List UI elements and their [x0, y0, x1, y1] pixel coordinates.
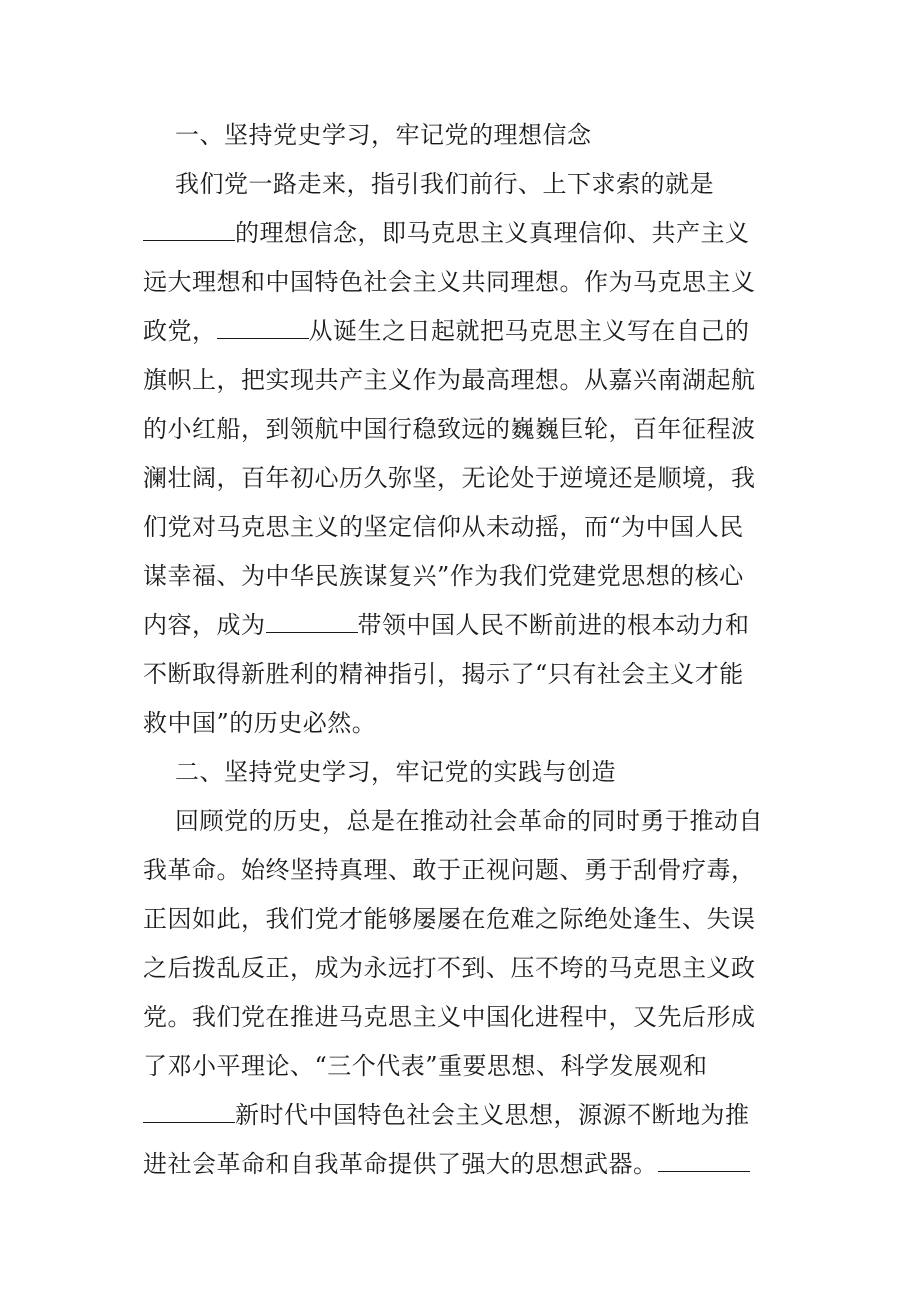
paragraph-line: [143, 1089, 783, 1141]
fill-blank: [266, 604, 358, 633]
fill-blank: [658, 1143, 750, 1172]
paragraph-line: 我革命。始终坚持真理、敢于正视问题、勇于刮骨疗毒，: [143, 856, 756, 884]
paragraph-text: 政党，: [143, 317, 217, 345]
paragraph-text: 的理想信念，即马克思主义真理信仰、共产主义: [235, 219, 750, 247]
paragraph-line: 之后拨乱反正，成为永远打不到、压不垮的马克思主义政: [143, 954, 756, 982]
paragraph-text: 进社会革命和自我革命提供了强大的思想武器。: [143, 1150, 658, 1178]
fill-blank: [143, 1094, 235, 1123]
paragraph-line: 谋幸福、为中华民族谋复兴”作为我们党建党思想的核心: [143, 562, 744, 590]
paragraph-line: 不断取得新胜利的精神指引，揭示了“只有社会主义才能: [143, 660, 744, 688]
fill-blank: [143, 212, 235, 241]
paragraph-line: [143, 305, 783, 357]
paragraph-line: 救中国”的历史必然。: [143, 709, 377, 737]
paragraph-text: 带领中国人民不断前进的根本动力和: [357, 611, 750, 639]
paragraph-line: 远大理想和中国特色社会主义共同理想。作为马克思主义: [143, 268, 756, 296]
section-heading-1: 一、坚持党史学习，牢记党的理想信念: [175, 121, 592, 149]
section-heading-2: 二、坚持党史学习，牢记党的实践与创造: [175, 758, 616, 786]
paragraph-text: 内容，成为: [143, 611, 266, 639]
paragraph-line: 的小红船，到领航中国行稳致远的巍巍巨轮，百年征程波: [143, 415, 756, 443]
paragraph-line: 了邓小平理论、“三个代表”重要思想、科学发展观和: [143, 1052, 708, 1080]
paragraph-line: 旗帜上，把实现共产主义作为最高理想。从嘉兴南湖起航: [143, 366, 756, 394]
paragraph-line: 回顾党的历史，总是在推动社会革命的同时勇于推动自: [175, 807, 763, 835]
paragraph-line: 们党对马克思主义的坚定信仰从未动摇，而“为中国人民: [143, 513, 744, 541]
paragraph-text: 从诞生之日起就把马克思主义写在自己的: [308, 317, 750, 345]
fill-blank: [217, 310, 309, 339]
paragraph-text: 新时代中国特色社会主义思想，源源不断地为推: [235, 1101, 750, 1129]
paragraph-line: 我们党一路走来，指引我们前行、上下求索的就是: [175, 170, 714, 198]
paragraph-line: [143, 599, 783, 651]
paragraph-line: [143, 207, 783, 259]
paragraph-line: 澜壮阔，百年初心历久弥坚，无论处于逆境还是顺境，我: [143, 464, 756, 492]
paragraph-line: 正因如此，我们党才能够屡屡在危难之际绝处逢生、失误: [143, 905, 756, 933]
paragraph-line: [143, 1138, 783, 1190]
paragraph-line: 党。我们党在推进马克思主义中国化进程中，又先后形成: [143, 1003, 756, 1031]
